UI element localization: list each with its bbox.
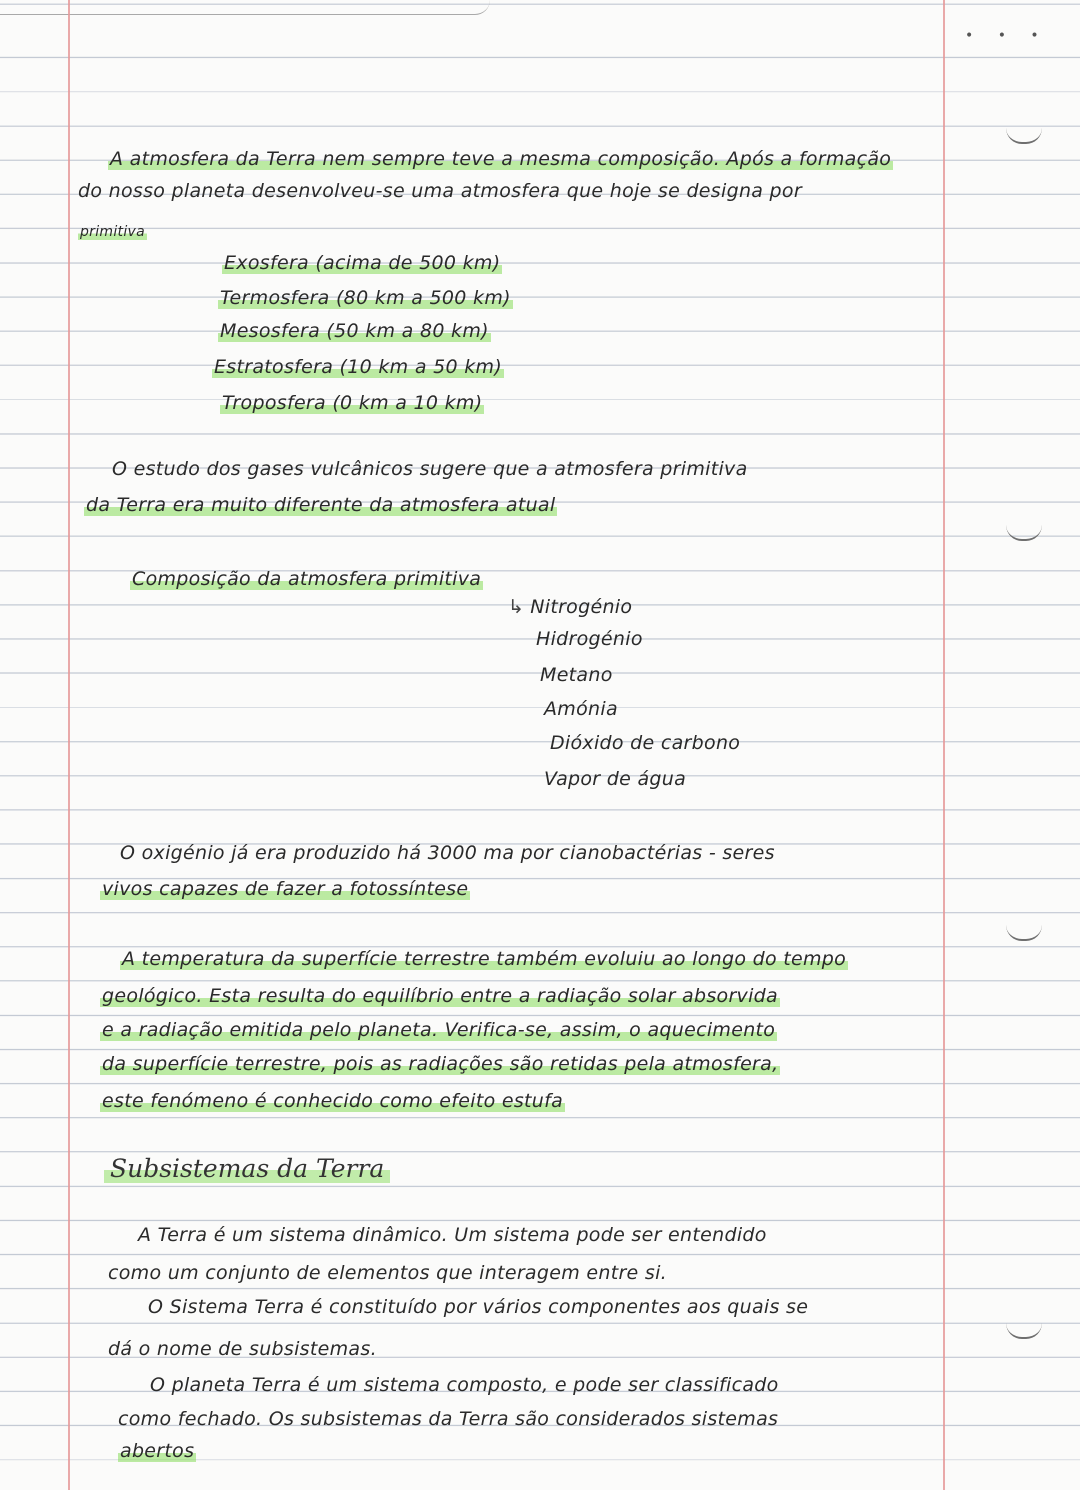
paragraph-1-line-2-text: do nosso planeta desenvolveu-se uma atmosfera que hoje se designa por — [78, 180, 802, 202]
layer-exosfera-text: Exosfera (acima de 500 km) — [224, 252, 501, 274]
paragraph-3-line-2 — [100, 878, 470, 900]
primitive-keyword: primitiva — [80, 224, 146, 240]
ink-dots: • • • — [965, 28, 1049, 44]
composition-item-3 — [540, 664, 613, 686]
arrow-glyph: ↳ — [508, 596, 525, 618]
composition-item-6 — [544, 768, 686, 790]
paragraph-5-line-2-text: como um conjunto de elementos que interagem entre si. — [108, 1262, 668, 1284]
paragraph-1-line-1 — [108, 148, 893, 170]
right-margin-line — [943, 0, 945, 1490]
paragraph-2-line-1 — [112, 458, 748, 480]
binder-ring-2 — [1006, 525, 1042, 541]
paragraph-4-line-3 — [100, 1019, 777, 1041]
layer-termosfera — [218, 287, 513, 309]
layer-termosfera-text: Termosfera (80 km a 500 km) — [220, 287, 511, 309]
layer-estratosfera — [212, 356, 504, 378]
paragraph-3-line-1 — [120, 842, 775, 864]
composition-item-2-text: Hidrogénio — [536, 628, 643, 650]
paragraph-5-line-3 — [148, 1296, 808, 1318]
paragraph-3-line-2-text: vivos capazes de fazer a fotossíntese — [102, 878, 469, 900]
paragraph-5-line-5 — [150, 1374, 779, 1396]
paragraph-5-line-6-text: como fechado. Os subsistemas da Terra são considerados sistemas — [118, 1408, 779, 1430]
composition-item-6-text: Vapor de água — [544, 768, 687, 790]
layer-estratosfera-text: Estratosfera (10 km a 50 km) — [214, 356, 503, 378]
composition-item-4-text: Amónia — [544, 698, 618, 720]
paragraph-5-line-7 — [118, 1440, 196, 1462]
paragraph-5-line-7-text: abertos — [120, 1440, 195, 1462]
composition-label-text: Composição da atmosfera primitiva — [132, 568, 482, 590]
layer-mesosfera-text: Mesosfera (50 km a 80 km) — [220, 320, 489, 342]
paragraph-4-line-2 — [100, 985, 780, 1007]
paragraph-5-line-4-text: dá o nome de subsistemas. — [108, 1338, 377, 1360]
paragraph-1-line-1-text: A atmosfera da Terra nem sempre teve a mesma composição. Após a formação — [110, 148, 892, 170]
composition-item-5 — [550, 732, 740, 754]
paragraph-3-line-1-text: O oxigénio já era produzido há 3000 ma por cianobactérias - seres — [120, 842, 775, 864]
paragraph-4-line-1 — [120, 948, 848, 970]
composition-item-5-text: Dióxido de carbono — [550, 732, 741, 754]
torn-page-edge — [0, 0, 490, 15]
paragraph-5-line-6 — [118, 1408, 778, 1430]
paragraph-4-line-2-text: geológico. Esta resulta do equilíbrio entre a radiação solar absorvida — [102, 985, 778, 1007]
composition-label — [130, 568, 483, 590]
composition-item-1 — [508, 596, 632, 618]
paragraph-1-line-3 — [78, 224, 147, 240]
composition-item-3-text: Metano — [540, 664, 613, 686]
composition-item-4 — [544, 698, 618, 720]
binder-ring-4 — [1006, 1323, 1042, 1339]
layer-exosfera — [222, 252, 502, 274]
paragraph-5-line-1 — [138, 1224, 767, 1246]
paragraph-5-line-1-text: A Terra é um sistema dinâmico. Um sistema pode ser entendido — [138, 1224, 767, 1246]
section-heading: Subsistemas da Terra — [104, 1154, 390, 1183]
paragraph-2-line-2-text: da Terra era muito diferente da atmosfera atual — [86, 494, 556, 516]
paragraph-4-line-4-text: da superfície terrestre, pois as radiações são retidas pela atmosfera, — [102, 1053, 779, 1075]
paragraph-5-line-3-text: O Sistema Terra é constituído por vários componentes aos quais se — [148, 1296, 809, 1318]
paragraph-4-line-5 — [100, 1090, 565, 1112]
layer-troposfera-text: Troposfera (0 km a 10 km) — [222, 392, 483, 414]
binder-ring-1 — [1006, 128, 1042, 144]
paragraph-5-line-2 — [108, 1262, 667, 1284]
composition-item-1-text: Nitrogénio — [530, 596, 633, 618]
paragraph-4-line-1-text: A temperatura da superfície terrestre também evoluiu ao longo do tempo — [122, 948, 847, 970]
paragraph-2-line-1-text: O estudo dos gases vulcânicos sugere que a atmosfera primitiva — [112, 458, 748, 480]
paragraph-4-line-4 — [100, 1053, 780, 1075]
layer-mesosfera — [218, 320, 491, 342]
composition-item-2 — [536, 628, 643, 650]
paragraph-4-line-5-text: este fenómeno é conhecido como efeito estufa — [102, 1090, 564, 1112]
paragraph-2-line-2 — [84, 494, 557, 516]
paragraph-5-line-5-text: O planeta Terra é um sistema composto, e pode ser classificado — [150, 1374, 779, 1396]
layer-troposfera — [220, 392, 484, 414]
binder-ring-3 — [1006, 925, 1042, 941]
left-margin-line — [68, 0, 70, 1490]
paragraph-4-line-3-text: e a radiação emitida pelo planeta. Verifica-se, assim, o aquecimento — [102, 1019, 776, 1041]
paragraph-1-line-2 — [78, 180, 802, 202]
paragraph-5-line-4 — [108, 1338, 377, 1360]
